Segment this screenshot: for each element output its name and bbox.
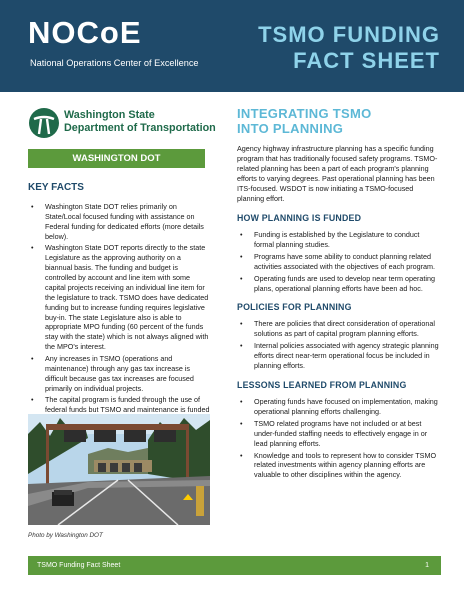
document-title [258,22,440,74]
key-facts-heading: KEY FACTS [28,182,84,193]
funding-list [237,230,441,293]
logo-text: NOCoE [28,15,142,50]
list-item: • Operating funds are used to develop near term operating plans, operational planning efforts have been ad hoc. [237,274,441,294]
list-item: • Programs have some ability to conduct planning related activities associated with the objectives of each program. [237,252,441,272]
agency-name-line-2: Department of Transportation [64,122,216,134]
list-item: • Washington State DOT reports directly to the state Legislature as the approving authority on a biannual basis. The funding and budget is controlled by account and line item with some capital projects receiving an individual line item for the legislature to track. TSMO does have dedicated funding but to increase funding requires legislative buy-in. The state Legislature also is able to appropriate MPO funding (60 percent of the funds stay with the state) which is not always aligned with the MPO's interest. [28,243,210,352]
footer-title: TSMO Funding Fact Sheet [37,562,121,569]
page-number: 1 [425,562,429,569]
page-footer [28,556,441,575]
list-item: • TSMO related programs have not included or at best under-funded staffing needs to effectively engage in or lead planning efforts. [237,419,441,449]
intro-paragraph: Agency highway infrastructure planning has a specific funding program that has traditionally focused safety programs. TSMO-related planning has been a part of each program's planning efforts to varying degrees. Past operational planning has been ITS-focused. WSDOT is now initiating a TSMO-focused planning effort. [237,144,438,203]
list-item: • Washington State DOT relies primarily on State/Local focused funding with assistance on Federal funding for dedicated efforts (more details below). [28,202,210,242]
list-item: • The capital program is funded through the use of federal funds but TSMO and maintenance is funded [28,395,210,425]
list-item: • Knowledge and tools to represent how to consider TSMO related investments within agency planning efforts are valuable to other disciplines within the agency. [237,451,441,481]
planning-column [237,106,441,482]
section-title [237,106,441,136]
heading-lessons-learned: LESSONS LEARNED FROM PLANNING [237,379,407,390]
logo-subtitle: National Operations Center of Excellence [30,58,199,68]
list-item: • Operating funds have focused on implementation, making operational planning efforts challenging. [237,397,441,417]
agency-bar: WASHINGTON DOT [28,149,205,168]
heading-how-planning-funded: HOW PLANNING IS FUNDED [237,213,362,223]
wsdot-logo-icon [28,107,60,139]
list-item: • Any increases in TSMO (operations and maintenance) through any gas tax increase is difficult because gas tax increases are focused primarily on individual projects. [28,354,210,394]
section-title-line-1: INTEGRATING TSMO [237,106,372,121]
list-item: • Funding is established by the Legislature to conduct formal planning studies. [237,230,441,250]
nocoe-logo [28,14,208,80]
policies-list [237,319,441,371]
agency-logo [28,106,216,142]
section-title-line-2: INTO PLANNING [237,121,344,136]
list-item: • Internal policies associated with agency strategic planning efforts direct near-term operational focus be included in planning efforts. [237,341,441,371]
list-item: • There are policies that direct consideration of operational solutions as part of capital program planning efforts. [237,319,441,339]
lessons-list [237,397,441,480]
heading-policies-for-planning: POLICIES FOR PLANNING [237,302,352,313]
agency-name [64,109,216,135]
photo-caption: Photo by Washington DOT [28,532,103,539]
agency-name-line-1: Washington State [64,109,155,121]
highway-photo [28,414,210,525]
title-line-2: FACT SHEET [293,48,440,73]
title-line-1: TSMO FUNDING [258,22,440,47]
page-header [0,0,464,92]
key-facts-list [28,202,210,426]
